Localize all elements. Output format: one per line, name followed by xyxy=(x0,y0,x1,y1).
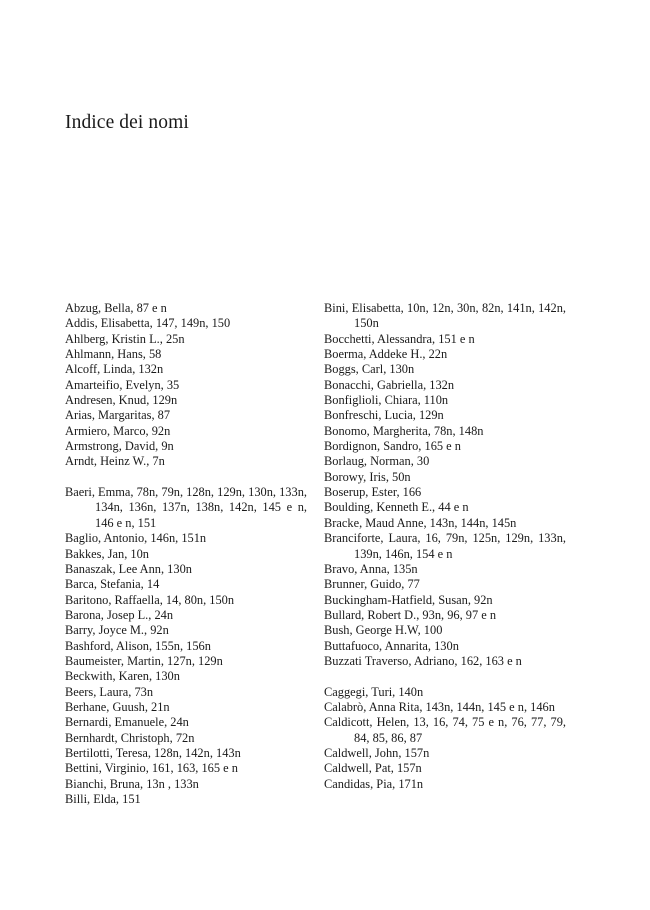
index-entry: Bonacchi, Gabriella, 132n xyxy=(324,377,455,392)
index-entry: Billi, Elda, 151 xyxy=(65,792,141,806)
index-entry: Beers, Laura, 73n xyxy=(65,684,154,699)
index-entry: Caldwell, Pat, 157n xyxy=(324,761,422,776)
index-entry: Bonomo, Margherita, 78n, 148n xyxy=(324,423,484,438)
index-entry: Alcoff, Linda, 132n xyxy=(65,362,164,377)
index-entry: Banaszak, Lee Ann, 130n xyxy=(65,561,192,576)
index-entry: Bullard, Robert D., 93n, 96, 97 e n xyxy=(324,607,497,622)
index-entry: Bernardi, Emanuele, 24n xyxy=(65,715,189,730)
index-entry: Bini, Elisabetta, 10n, 12n, 30n, 82n, 141n, 142n, 150n xyxy=(324,301,566,331)
index-entry: Boulding, Kenneth E., 44 e n xyxy=(324,500,469,515)
index-entry: Branciforte, Laura, 16, 79n, 125n, 129n, 133n, 139n, 146n, 154 e n xyxy=(324,531,566,561)
index-entry: Boserup, Ester, 166 xyxy=(324,485,422,500)
index-column-right xyxy=(324,301,566,792)
index-column-left xyxy=(65,301,307,807)
index-entry: Bashford, Alison, 155n, 156n xyxy=(65,638,211,653)
index-entry: Amarteifio, Evelyn, 35 xyxy=(65,377,180,392)
index-entry: Boggs, Carl, 130n xyxy=(324,362,415,377)
index-entry: Bonfreschi, Lucia, 129n xyxy=(324,408,444,423)
index-entry: Beckwith, Karen, 130n xyxy=(65,669,180,684)
index-entry: Bertilotti, Teresa, 128n, 142n, 143n xyxy=(65,745,241,760)
index-group-a xyxy=(65,301,307,470)
index-entry: Bonfiglioli, Chiara, 110n xyxy=(324,393,449,408)
index-entry: Buzzati Traverso, Adriano, 162, 163 e n xyxy=(324,653,522,668)
page-title: Indice dei nomi xyxy=(65,112,189,133)
index-entry: Bracke, Maud Anne, 143n, 144n, 145n xyxy=(324,515,517,530)
index-entry: Caldicott, Helen, 13, 16, 74, 75 e n, 76, 77, 79, 84, 85, 86, 87 xyxy=(324,715,566,745)
index-entry: Armiero, Marco, 92n xyxy=(65,423,171,438)
index-entry: Arndt, Heinz W., 7n xyxy=(65,454,165,469)
index-entry: Armstrong, David, 9n xyxy=(65,439,174,454)
index-entry: Buttafuoco, Annarita, 130n xyxy=(324,638,459,653)
index-entry: Baglio, Antonio, 146n, 151n xyxy=(65,531,207,546)
index-entry: Barca, Stefania, 14 xyxy=(65,577,160,592)
index-entry: Abzug, Bella, 87 e n xyxy=(65,301,167,315)
index-entry: Andresen, Knud, 129n xyxy=(65,393,178,408)
index-entry: Bocchetti, Alessandra, 151 e n xyxy=(324,331,475,346)
index-entry: Caldwell, John, 157n xyxy=(324,745,430,760)
index-entry: Borowy, Iris, 50n xyxy=(324,469,411,484)
index-entry: Bush, George H.W, 100 xyxy=(324,623,443,638)
index-entry: Buckingham-Hatfield, Susan, 92n xyxy=(324,592,493,607)
index-entry: Borlaug, Norman, 30 xyxy=(324,454,430,469)
index-entry: Addis, Elisabetta, 147, 149n, 150 xyxy=(65,316,231,331)
index-entry: Candidas, Pia, 171n xyxy=(324,776,424,791)
index-entry: Brunner, Guido, 77 xyxy=(324,577,420,592)
index-entry: Baritono, Raffaella, 14, 80n, 150n xyxy=(65,592,235,607)
index-entry: Calabrò, Anna Rita, 143n, 144n, 145 e n, 146n xyxy=(324,699,555,714)
index-entry: Caggegi, Turi, 140n xyxy=(324,684,424,699)
index-entry: Bettini, Virginio, 161, 163, 165 e n xyxy=(65,761,238,776)
index-entry: Barona, Josep L., 24n xyxy=(65,607,174,622)
index-entry: Arias, Margaritas, 87 xyxy=(65,408,171,423)
index-entry: Baeri, Emma, 78n, 79n, 128n, 129n, 130n, 133n, 134n, 136n, 137n, 138n, 142n, 145 e n, 146 e n, 151 xyxy=(65,485,307,530)
index-entry: Baumeister, Martin, 127n, 129n xyxy=(65,653,223,668)
index-group-c xyxy=(324,685,566,792)
index-entry: Ahlberg, Kristin L., 25n xyxy=(65,331,185,346)
index-entry: Barry, Joyce M., 92n xyxy=(65,623,169,638)
index-group-b-second xyxy=(324,301,566,669)
index-entry: Bravo, Anna, 135n xyxy=(324,561,418,576)
index-entry: Berhane, Guush, 21n xyxy=(65,699,170,714)
index-entry: Bordignon, Sandro, 165 e n xyxy=(324,439,461,454)
index-group-b-first xyxy=(65,485,307,807)
index-entry: Bakkes, Jan, 10n xyxy=(65,546,149,561)
index-entry: Ahlmann, Hans, 58 xyxy=(65,347,162,362)
index-entry: Boerma, Addeke H., 22n xyxy=(324,347,448,362)
index-entry: Bianchi, Bruna, 13n , 133n xyxy=(65,776,199,791)
index-entry: Bernhardt, Christoph, 72n xyxy=(65,730,195,745)
